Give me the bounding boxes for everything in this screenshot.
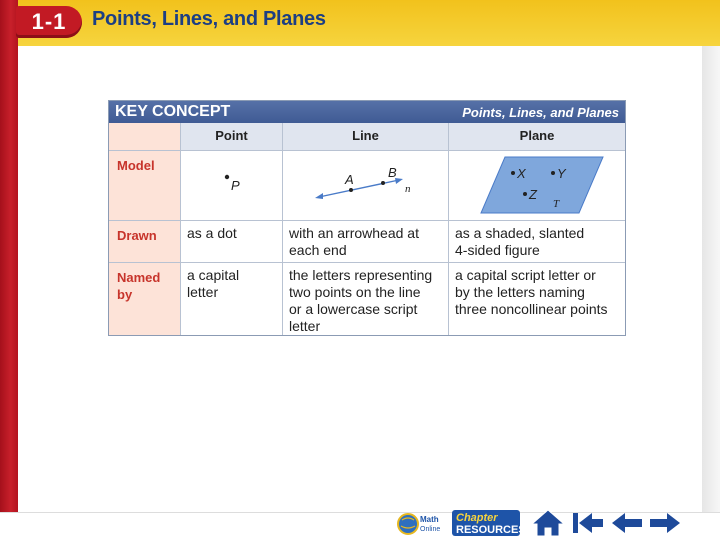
row-label-drawn: Drawn xyxy=(109,221,181,263)
home-icon[interactable] xyxy=(530,508,566,538)
named-line-text xyxy=(283,263,449,335)
previous-slide-icon[interactable] xyxy=(610,508,644,538)
plane-point-y-dot xyxy=(551,171,555,175)
line-name-label: n xyxy=(405,183,411,195)
lesson-number-badge: 1-1 xyxy=(16,6,82,38)
named-plane-text xyxy=(449,263,625,335)
plane-point-z-dot xyxy=(523,192,527,196)
key-concept-topic: Points, Lines, and Planes xyxy=(462,105,619,120)
named-plane-line-2: by the letters naming xyxy=(455,284,585,300)
named-point-line-2: letter xyxy=(187,284,219,300)
point-model xyxy=(181,151,281,219)
named-point-line-1: a capital xyxy=(187,267,240,283)
plane-point-x-dot xyxy=(511,171,515,175)
plane-model xyxy=(449,151,625,219)
line-point-a-dot xyxy=(349,188,353,192)
key-concept-label: KEY CONCEPT xyxy=(115,103,231,120)
line-model xyxy=(283,151,447,219)
math-online-link[interactable] xyxy=(396,510,446,538)
named-point-text xyxy=(181,263,283,335)
key-concept-table xyxy=(108,100,626,336)
key-concept-header xyxy=(109,101,625,123)
column-header-point: Point xyxy=(181,123,283,151)
model-plane-cell xyxy=(449,151,625,221)
corner-cell xyxy=(109,123,181,151)
named-by-label-line-2: by xyxy=(117,287,133,302)
model-point-cell xyxy=(181,151,283,221)
line-point-b-dot xyxy=(381,181,385,185)
math-logo-text-1: Math xyxy=(420,515,439,524)
math-logo-text-2: Online xyxy=(420,526,441,533)
plane-name-label: T xyxy=(553,198,560,210)
drawn-plane-line-1: as a shaded, slanted xyxy=(455,225,585,241)
plane-point-z-label: Z xyxy=(529,187,537,202)
row-label-named-by xyxy=(109,263,181,335)
right-edge xyxy=(702,46,720,540)
named-line-line-4: letter xyxy=(289,318,321,334)
point-dot xyxy=(225,175,229,179)
drawn-plane-text xyxy=(449,221,625,263)
chapter-resources-button[interactable] xyxy=(452,510,526,536)
drawn-line-line-2: each end xyxy=(289,242,347,258)
lesson-title: Points, Lines, and Planes xyxy=(92,8,326,30)
plane-point-x-label: X xyxy=(517,166,526,181)
named-plane-line-1: a capital script letter or xyxy=(455,267,596,283)
drawn-line-text xyxy=(283,221,449,263)
globe-icon xyxy=(396,510,446,538)
globe-disc xyxy=(398,514,418,534)
column-header-line: Line xyxy=(283,123,449,151)
drawn-plane-line-2: 4-sided figure xyxy=(455,242,540,258)
line-point-a-label: A xyxy=(345,172,354,187)
named-line-line-2: two points on the line xyxy=(289,284,421,300)
drawn-point-line: as a dot xyxy=(187,225,237,241)
named-line-line-1: the letters representing xyxy=(289,267,433,283)
arrowhead-left-icon xyxy=(315,193,323,199)
column-header-plane: Plane xyxy=(449,123,625,151)
line-point-b-label: B xyxy=(388,165,397,180)
drawn-line-line-1: with an arrowhead at xyxy=(289,225,419,241)
named-by-label-line-1: Named xyxy=(117,270,161,285)
row-label-model: Model xyxy=(109,151,181,221)
named-plane-line-3: three noncollinear points xyxy=(455,301,608,317)
line-segment xyxy=(319,180,399,197)
model-line-cell xyxy=(283,151,449,221)
named-line-line-3: or a lowercase script xyxy=(289,301,418,317)
drawn-point-text xyxy=(181,221,283,263)
chapter-resources-line-1: Chapter xyxy=(456,512,498,524)
plane-shape xyxy=(481,157,603,213)
chapter-resources-line-2: RESOURCES xyxy=(456,524,526,536)
left-rail xyxy=(0,0,18,540)
plane-point-y-label: Y xyxy=(557,166,566,181)
point-label: P xyxy=(231,178,240,193)
first-slide-icon[interactable] xyxy=(570,508,606,538)
next-slide-icon[interactable] xyxy=(648,508,682,538)
